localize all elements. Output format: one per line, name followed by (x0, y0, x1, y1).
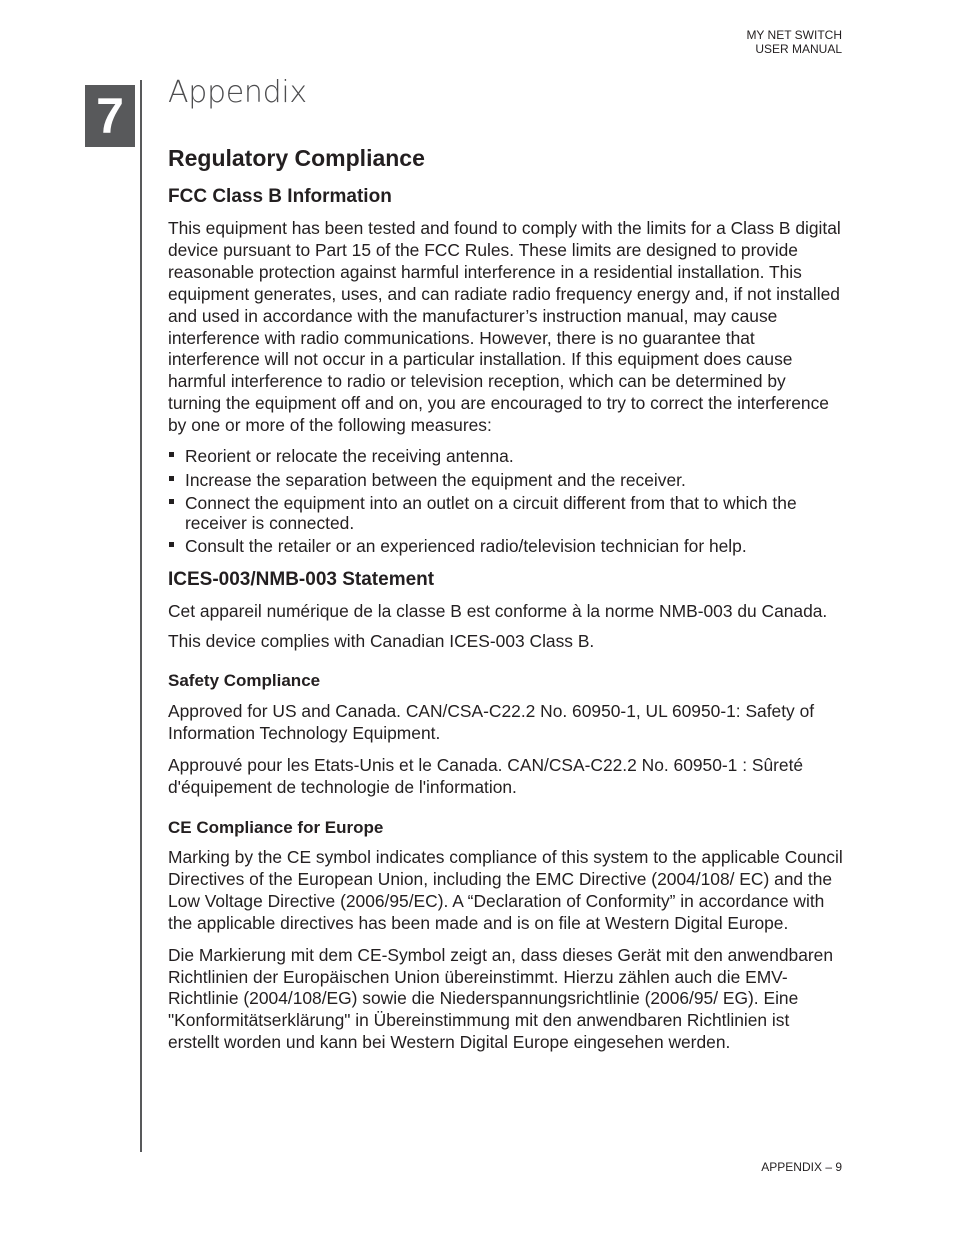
header-doc: USER MANUAL (755, 42, 842, 56)
footer-section: APPENDIX (761, 1160, 822, 1174)
chapter-title: Appendix (168, 75, 307, 110)
ce-english: Marking by the CE symbol indicates compliance of this system to the applicable Council Directives of the European Union, including the EMC Directive (2004/108/ EC) and the Low Voltage Directive (2006/95/EC). A “Declaration of Conformity” in accordance with the applicable directives has been made and is on file at Western Digital Europe. (168, 847, 843, 933)
bullet-icon (169, 499, 174, 504)
ices-heading: ICES-003/NMB-003 Statement (168, 568, 435, 590)
bullet-icon (169, 542, 174, 547)
ce-german: Die Markierung mit dem CE-Symbol zeigt an, dass dieses Gerät mit den anwendbaren Richtlinien der Europäischen Union übereinstimmt. Hierzu zählen auch die EMV-Richtlinie (2004/108/EG) sowie die Niederspannungsrichtlinie (2006/95/ EG). Eine "Konformitätserklärung" in Übereinstimmung mit den anwendbaren Richtlinien ist erstellt worden und kann bei Western Digital Europe eingesehen werden. (168, 944, 834, 1053)
bullet-icon (169, 452, 174, 457)
chapter-number-badge: 7 (85, 85, 135, 147)
safety-heading: Safety Compliance (168, 671, 321, 691)
list-item: Consult the retailer or an experienced radio/television technician for help. (168, 537, 843, 557)
section-title: Regulatory Compliance (168, 145, 425, 171)
ices-french: Cet appareil numérique de la classe B est conforme à la norme NMB-003 du Canada. (168, 600, 828, 621)
ce-heading: CE Compliance for Europe (168, 818, 384, 837)
ices-english: This device complies with Canadian ICES-003 Class B. (168, 631, 595, 652)
page-content (168, 72, 843, 1054)
header-product: MY NET SWITCH (746, 28, 842, 42)
fcc-heading: FCC Class B Information (168, 186, 392, 207)
list-item: Connect the equipment into an outlet on a circuit different from that to which the receiver is connected. (168, 494, 843, 533)
safety-french: Approuvé pour les Etats-Unis et le Canada. CAN/CSA-C22.2 No. 60950-1 : Sûreté d'équipement de technologie de l'information. (168, 755, 804, 798)
footer-page-number: – 9 (825, 1160, 842, 1174)
chapter-divider (140, 80, 142, 1152)
fcc-measures-list (168, 447, 843, 557)
page-footer (761, 1160, 842, 1174)
fcc-body: This equipment has been tested and found to comply with the limits for a Class B digital device pursuant to Part 15 of the FCC Rules. These limits are designed to provide reasonable protection against harmful interference in a residential installation. This equipment generates, uses, and can radiate radio frequency energy and, if not installed and used in accordance with the manufacturer’s instruction manual, may cause interference with radio communications. However, there is no guarantee that interference will not occur in a particular installation. If this equipment does cause harmful interference to radio or television reception, which can be determined by turning the equipment off and on, you are encouraged to try to correct the interference by one or more of the following measures: (168, 218, 841, 436)
safety-english: Approved for US and Canada. CAN/CSA-C22.2 No. 60950-1, UL 60950-1: Safety of Information Technology Equipment. (168, 701, 815, 744)
running-header (746, 28, 842, 56)
bullet-icon (169, 476, 174, 481)
list-item: Increase the separation between the equipment and the receiver. (168, 471, 843, 491)
list-item: Reorient or relocate the receiving antenna. (168, 447, 843, 467)
